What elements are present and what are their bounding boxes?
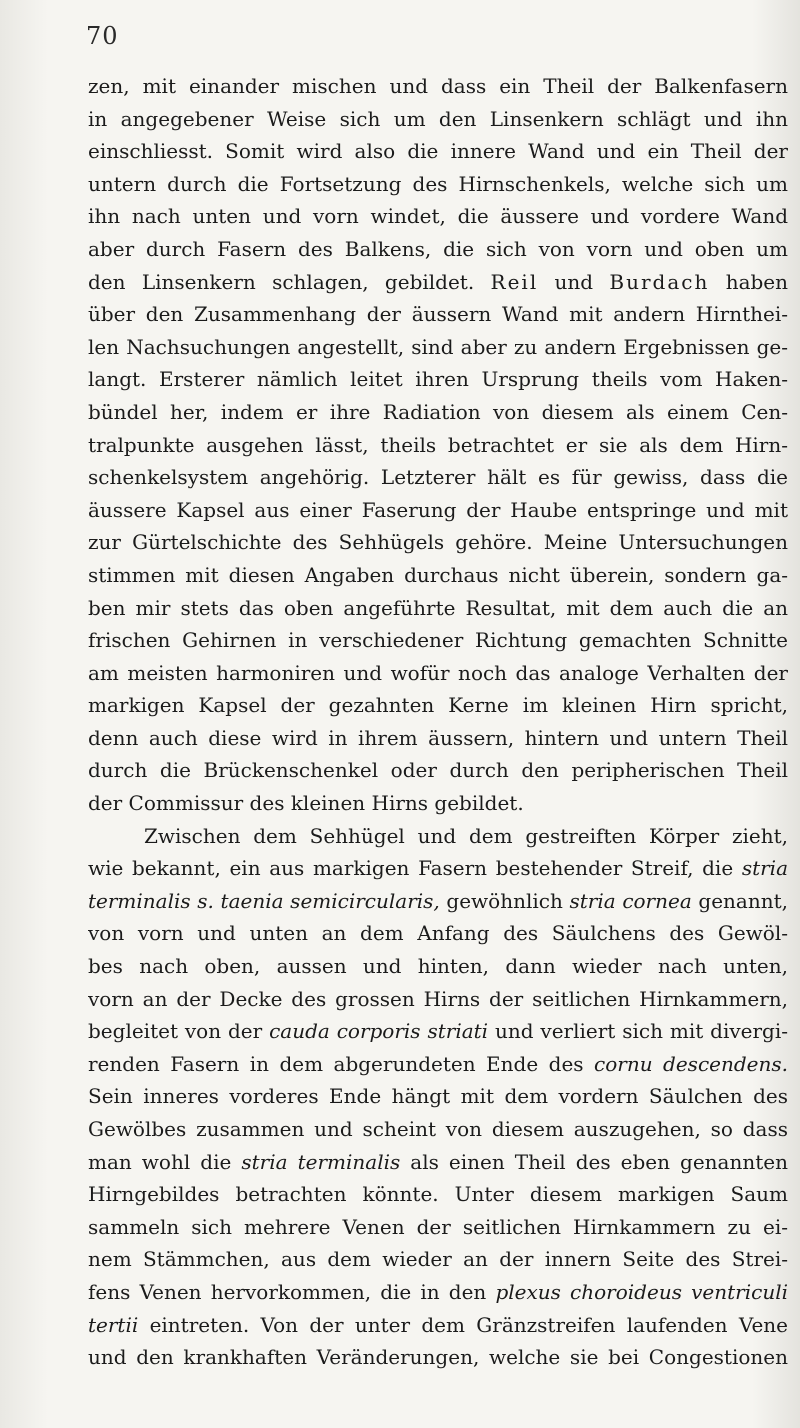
text-segment: ben mir stets das oben angeführte Resultat, mit dem auch die an	[88, 595, 788, 620]
text-line	[88, 787, 788, 820]
text-segment: denn auch diese wird in ihrem äussern, hintern und untern Theil	[88, 725, 788, 750]
text-line	[88, 1146, 788, 1179]
text-segment: len Nachsuchungen angestellt, sind aber zu andern Ergebnissen ge-	[88, 334, 788, 359]
text-line	[88, 983, 788, 1016]
text-segment: als einen Theil des eben genannten	[400, 1149, 788, 1174]
text-line	[88, 233, 788, 266]
text-line	[88, 559, 788, 592]
text-segment: bes nach oben, aussen und hinten, dann wieder nach unten,	[88, 954, 788, 979]
spaced-name: Burdach	[609, 269, 710, 294]
text-line	[88, 1341, 788, 1374]
text-segment: in angegebener Weise sich um den Linsenkern schlägt und ihn	[88, 106, 788, 131]
text-line	[88, 689, 788, 722]
text-line	[88, 1243, 788, 1276]
text-line	[88, 200, 788, 233]
text-line	[88, 1048, 788, 1081]
text-line	[88, 298, 788, 331]
text-line	[88, 852, 788, 885]
text-line	[88, 526, 788, 559]
text-segment: Gewölbes zusammen und scheint von diesem auszugehen, so dass	[88, 1117, 788, 1141]
text-line	[88, 429, 788, 462]
text-segment: von vorn und unten an dem Anfang des Säulchens des Gewöl-	[88, 921, 788, 946]
text-line	[88, 820, 788, 853]
text-line	[88, 885, 788, 918]
text-line	[88, 917, 788, 950]
text-line	[88, 396, 788, 429]
italic-term: terminalis s. taenia semicircularis,	[88, 888, 440, 913]
text-segment: stimmen mit diesen Angaben durchaus nicht überein, sondern ga-	[88, 562, 788, 587]
text-segment: am meisten harmoniren und wofür noch das analoge Verhalten der	[88, 660, 788, 685]
text-segment: frischen Gehirnen in verschiedener Richtung gemachten Schnitte	[88, 628, 788, 653]
text-segment: über den Zusammenhang der äussern Wand mit andern Hirnthei-	[88, 302, 788, 327]
text-line	[88, 1178, 788, 1211]
text-segment: genannt,	[691, 888, 788, 913]
text-segment: markigen Kapsel der gezahnten Kerne im kleinen Hirn spricht,	[88, 693, 788, 718]
text-line	[88, 494, 788, 527]
text-segment: eintreten. Von der unter dem Gränzstreifen laufenden Vene	[138, 1312, 788, 1337]
text-segment: durch die Brückenschenkel oder durch den peripherischen Theil	[88, 758, 788, 783]
text-segment: nem Stämmchen, aus dem wieder an der innern Seite des Strei-	[88, 1247, 788, 1272]
italic-term: stria terminalis	[241, 1149, 401, 1174]
text-segment: äussere Kapsel aus einer Faserung der Haube entspringe und mit	[88, 497, 788, 522]
text-segment: Zwischen dem Sehhügel und dem gestreiften Körper zieht,	[144, 823, 788, 848]
text-line	[88, 70, 788, 103]
text-segment: der Commissur des kleinen Hirns gebildet.	[88, 791, 524, 816]
text-segment: untern durch die Fortsetzung des Hirnschenkels, welche sich um	[88, 171, 788, 196]
text-line	[88, 168, 788, 201]
text-segment: aber durch Fasern des Balkens, die sich von vorn und oben um	[88, 236, 788, 261]
text-line	[88, 592, 788, 625]
text-segment: Sein inneres vorderes Ende hängt mit dem vordern Säulchen des	[88, 1084, 788, 1109]
text-line	[88, 1211, 788, 1244]
text-segment: fens Venen hervorkommen, die in den	[88, 1279, 496, 1304]
text-segment: gewöhnlich	[439, 888, 570, 913]
text-line	[88, 363, 788, 396]
italic-term: cornu descendens.	[594, 1051, 788, 1076]
page-number: 70	[86, 22, 119, 50]
italic-term: stria	[741, 856, 788, 881]
text-segment: langt. Ersterer nämlich leitet ihren Ursprung theils vom Haken-	[88, 367, 788, 392]
text-line	[88, 266, 788, 299]
text-segment: den Linsenkern schlagen, gebildet.	[88, 269, 491, 294]
text-segment: ihn nach unten und vorn windet, die äussere und vordere Wand	[88, 204, 788, 229]
italic-term: cauda corporis striati	[269, 1019, 489, 1044]
text-line	[88, 1113, 788, 1146]
text-segment: begleitet von der	[88, 1019, 270, 1044]
text-segment: tralpunkte ausgehen lässt, theils betrachtet er sie als dem Hirn-	[88, 432, 788, 457]
text-line	[88, 1276, 788, 1309]
text-segment: und verliert sich mit divergi-	[488, 1019, 788, 1044]
text-segment: und	[538, 269, 610, 294]
text-line	[88, 657, 788, 690]
text-segment: zen, mit einander mischen und dass ein Theil der Balkenfasern	[88, 74, 788, 98]
text-line	[88, 331, 788, 364]
text-line	[88, 1309, 788, 1342]
italic-term: stria cornea	[569, 888, 692, 913]
italic-term: tertii	[88, 1312, 139, 1337]
text-line	[88, 722, 788, 755]
body-text	[88, 70, 788, 1374]
text-line	[88, 1080, 788, 1113]
italic-term: plexus choroideus ventriculi	[495, 1279, 788, 1304]
text-segment: zur Gürtelschichte des Sehhügels gehöre. Meine Untersuchungen	[88, 530, 788, 555]
text-segment: renden Fasern in dem abgerundeten Ende des	[88, 1051, 595, 1076]
text-line	[88, 461, 788, 494]
text-segment: bündel her, indem er ihre Radiation von diesem als einem Cen-	[88, 399, 788, 424]
text-line	[88, 754, 788, 787]
text-line	[88, 624, 788, 657]
text-segment: vorn an der Decke des grossen Hirns der seitlichen Hirnkammern,	[88, 986, 788, 1011]
text-line	[88, 950, 788, 983]
text-segment: sammeln sich mehrere Venen der seitlichen Hirnkammern zu ei-	[88, 1214, 788, 1239]
text-segment: Hirngebildes betrachten könnte. Unter diesem markigen Saum	[88, 1182, 788, 1207]
text-line	[88, 135, 788, 168]
text-segment: und den krankhaften Veränderungen, welche sie bei Congestionen	[88, 1345, 788, 1370]
spaced-name: Reil	[490, 269, 539, 294]
text-segment: einschliesst. Somit wird also die innere Wand und ein Theil der	[88, 139, 788, 164]
text-line	[88, 1015, 788, 1048]
text-segment: haben	[709, 269, 788, 294]
text-line	[88, 103, 788, 136]
text-segment: man wohl die	[88, 1149, 242, 1174]
text-segment: wie bekannt, ein aus markigen Fasern bestehender Streif, die	[88, 856, 742, 881]
text-segment: schenkelsystem angehörig. Letzterer hält es für gewiss, dass die	[88, 465, 788, 490]
